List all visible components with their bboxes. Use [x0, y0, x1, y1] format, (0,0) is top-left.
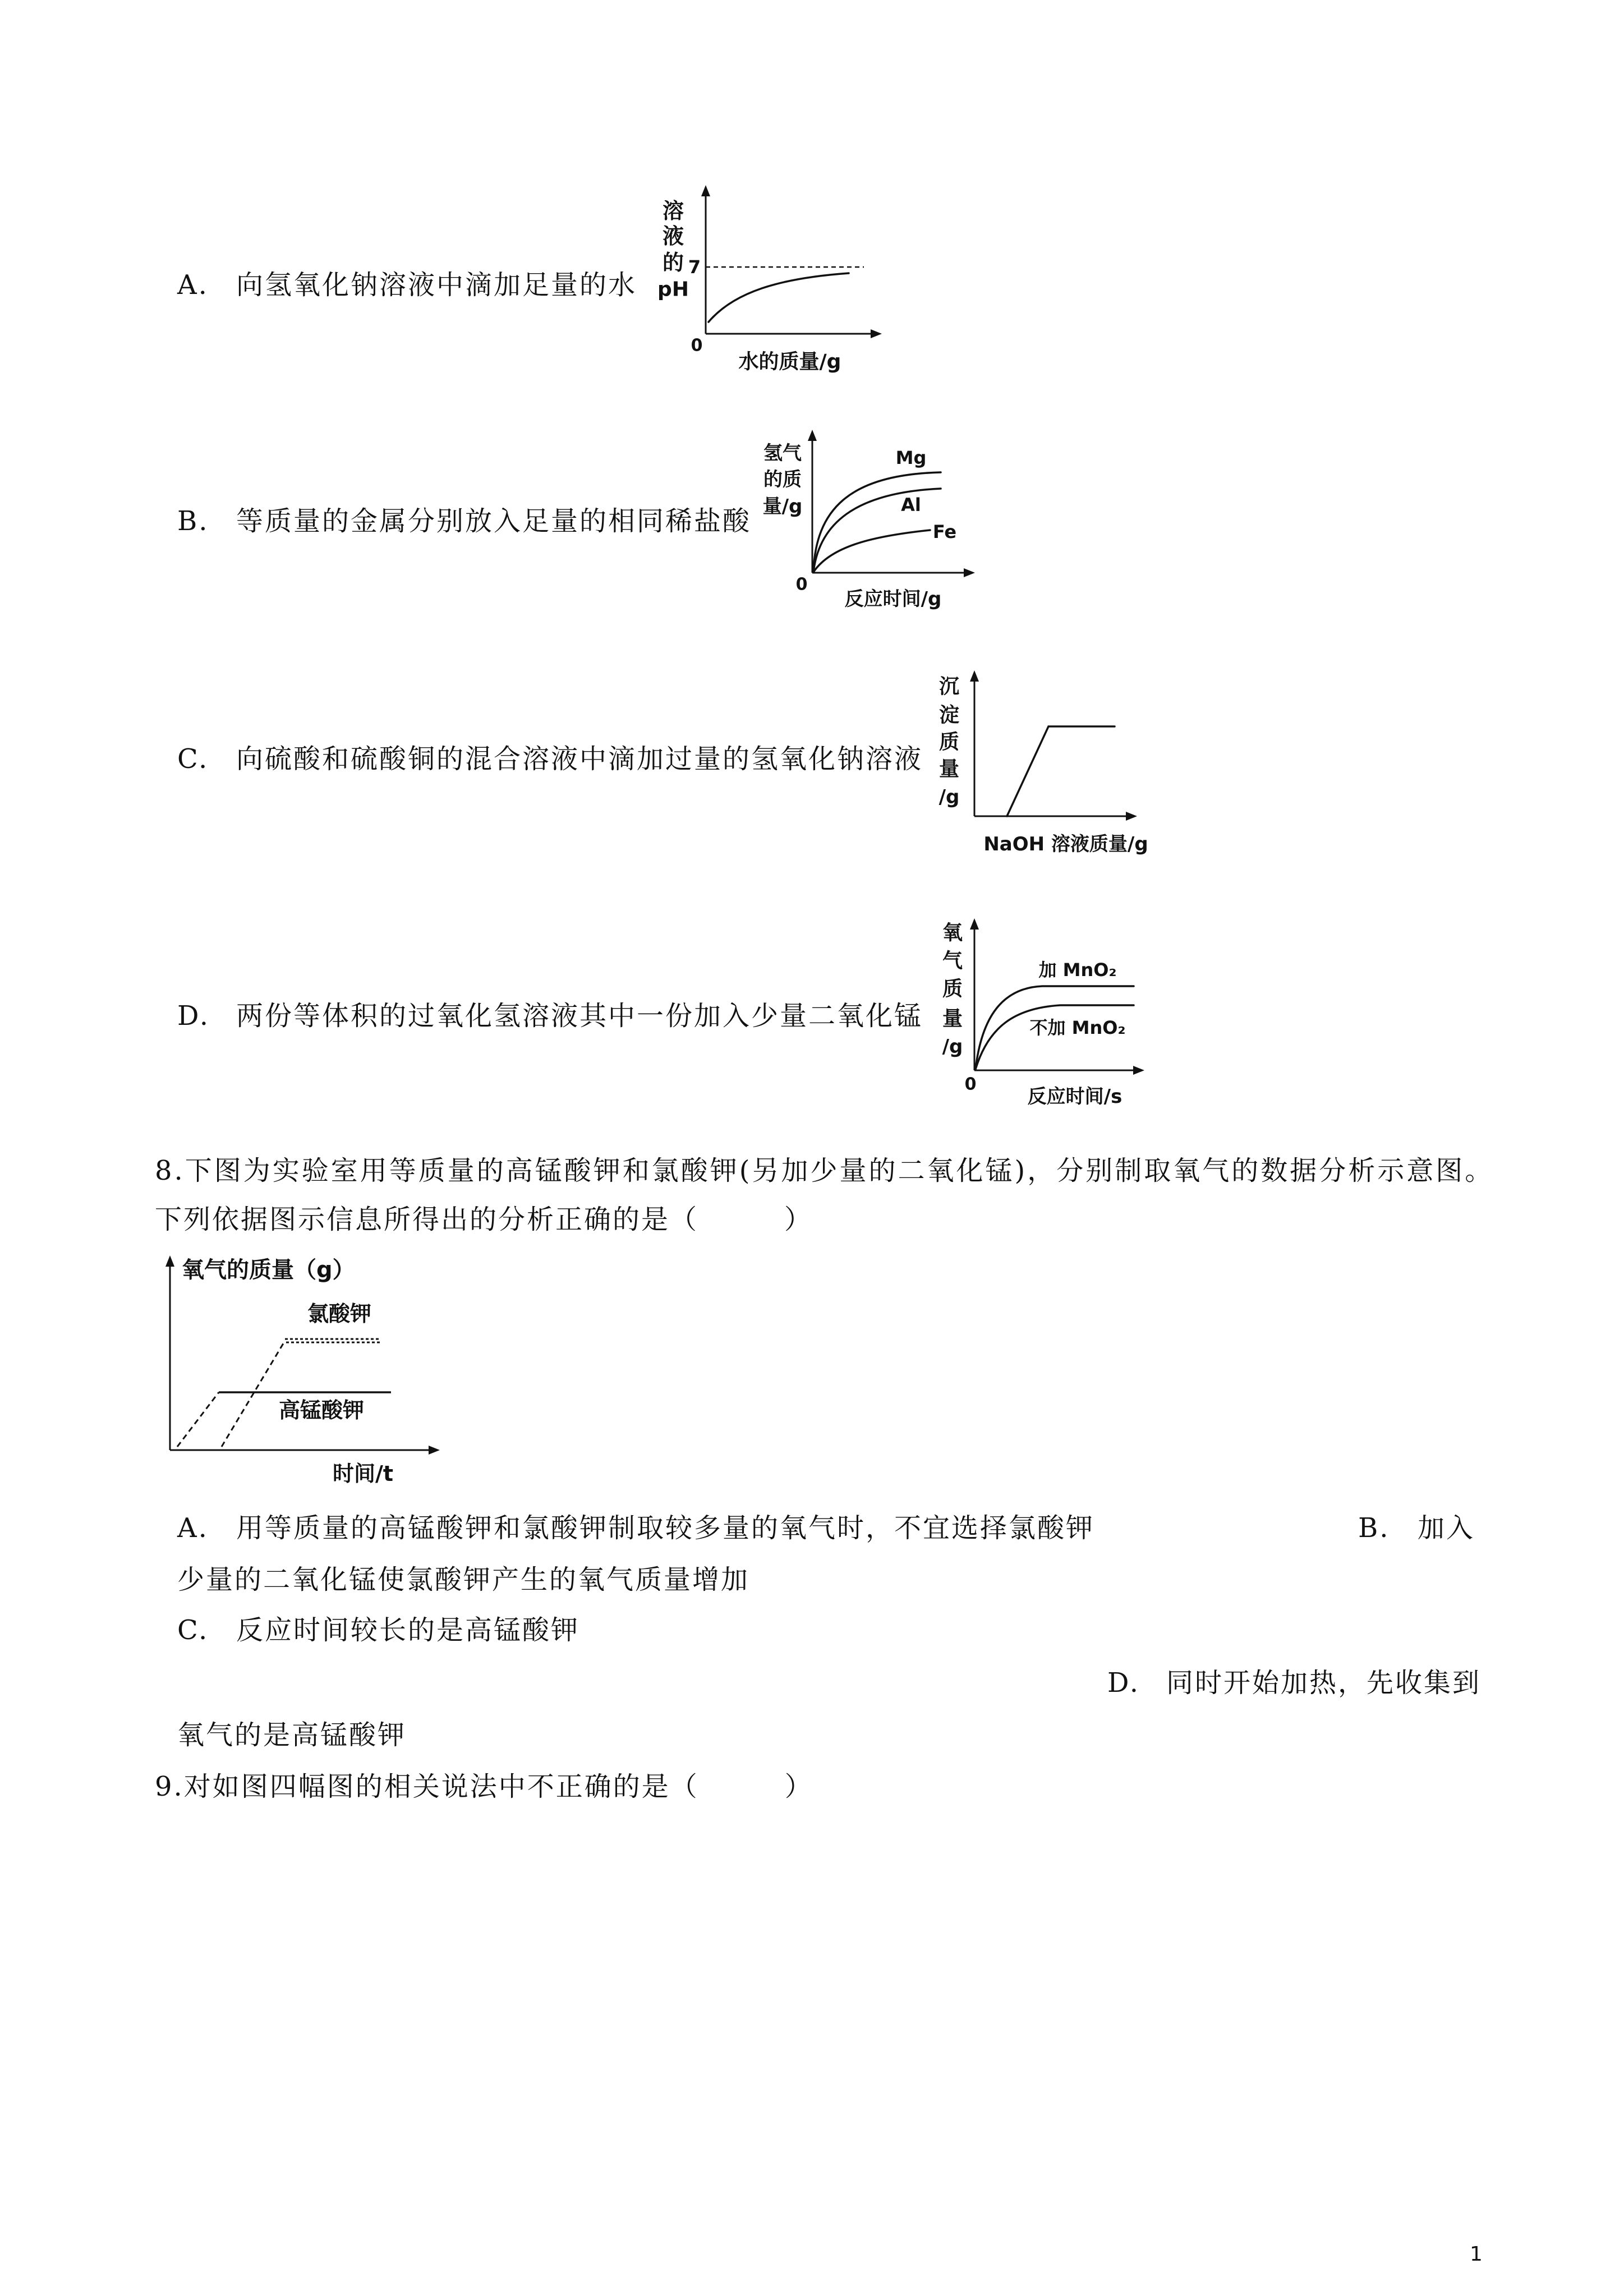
origin-label: 0: [795, 574, 808, 595]
y-label-char: /g: [942, 1036, 963, 1058]
x-axis-arrow: [964, 568, 975, 577]
q7-figure-a-ph-graph: [650, 177, 886, 376]
precipitate-line: [1007, 726, 1115, 816]
question-stem: 8.下图为实验室用等质量的高锰酸钾和氯酸钾(另加少量的二氧化锰)，分别制取氧气的数据分析示意图。: [155, 1155, 1494, 1186]
q7-figure-b-hydrogen-graph: [753, 421, 982, 613]
series-label-with-mno2: 加 MnO₂: [1038, 959, 1117, 981]
option-text: 加入: [1418, 1512, 1475, 1544]
kmno4-rise-dashed: [177, 1392, 219, 1447]
kclo3-rise-dashed: [222, 1341, 285, 1447]
y-axis-arrow: [808, 430, 817, 441]
q7-figure-d-oxygen-graph: [930, 908, 1152, 1115]
q8-option-c: [0, 1613, 1624, 1647]
series-label-fe: Fe: [932, 521, 957, 542]
x-axis-label: 反应时间/s: [1027, 1085, 1122, 1108]
option-label: C.: [177, 743, 209, 775]
series-label-kclo3: 氯酸钾: [307, 1301, 372, 1326]
y-label-char: 量: [938, 757, 960, 781]
y-label-char: 溶: [662, 199, 684, 223]
x-axis-arrow: [1133, 1066, 1144, 1075]
curve-fe: [813, 530, 930, 572]
option-text: 两份等体积的过氧化氢溶液其中一份加入少量二氧化锰: [236, 1000, 923, 1032]
q8-option-d-continuation: [0, 1718, 1624, 1752]
q7-figure-c-precipitate-graph: [930, 661, 1159, 864]
x-axis-label: NaOH 溶液质量/g: [983, 833, 1148, 855]
y-label-line: 量/g: [762, 495, 803, 518]
question-stem: 下列依据图示信息所得出的分析正确的是（ ）: [155, 1204, 813, 1235]
q7-option-c: [0, 742, 1624, 776]
x-axis-arrow: [871, 329, 882, 338]
option-label: B.: [1358, 1512, 1390, 1544]
x-axis-label: 水的质量/g: [738, 350, 841, 374]
y-label-char: 沉: [938, 675, 960, 698]
option-text: 氧气的是高锰酸钾: [177, 1719, 407, 1751]
option-label: A.: [177, 269, 209, 301]
q8-option-d: [0, 1666, 1624, 1700]
y-axis-arrow: [165, 1255, 174, 1267]
x-axis-arrow: [1126, 812, 1137, 821]
option-label: A.: [177, 1512, 209, 1544]
y-label-char: 淀: [938, 703, 960, 727]
q7-option-d: [0, 999, 1624, 1033]
q9-stem: [0, 1770, 1624, 1803]
y-label-char: 质: [942, 977, 963, 1001]
series-label-al: Al: [901, 494, 921, 516]
series-label-without-mno2: 不加 MnO₂: [1029, 1017, 1126, 1038]
option-text: 反应时间较长的是高锰酸钾: [236, 1614, 580, 1646]
question-stem: 9.对如图四幅图的相关说法中不正确的是（ ）: [155, 1771, 813, 1802]
y-label-char: 质: [938, 730, 960, 754]
option-text: 向氢氧化钠溶液中滴加足量的水: [236, 269, 637, 301]
option-text: 少量的二氧化锰使氯酸钾产生的氧气质量增加: [177, 1564, 750, 1595]
page-number: 1: [1470, 2243, 1483, 2266]
q8-figure-oxygen-mass-graph: [148, 1248, 450, 1491]
option-label: D.: [1107, 1667, 1140, 1699]
y-axis-arrow: [970, 918, 979, 930]
option-text: 同时开始加热，先收集到: [1166, 1667, 1482, 1699]
option-label: D.: [177, 1000, 210, 1032]
option-text: 等质量的金属分别放入足量的相同稀盐酸: [236, 505, 752, 537]
y-label-line: 氢气: [763, 442, 802, 464]
y-label-char: 氧: [942, 921, 963, 945]
y-label-char: 量: [942, 1007, 963, 1030]
y-label-line: 的质: [763, 468, 802, 491]
tick-label-7: 7: [688, 256, 701, 278]
origin-label: 0: [964, 1074, 977, 1094]
x-axis-label: 时间/t: [332, 1461, 394, 1486]
option-text: 向硫酸和硫酸铜的混合溶液中滴加过量的氢氧化钠溶液: [236, 743, 923, 775]
y-label-char: pH: [657, 278, 689, 301]
y-label-char: /g: [938, 786, 960, 808]
q8-stem-line1: [0, 1154, 1624, 1188]
x-axis-label: 反应时间/g: [844, 588, 942, 610]
y-label-char: 的: [662, 250, 684, 275]
y-axis-arrow: [701, 185, 710, 196]
curve-mg: [813, 472, 941, 572]
series-label-mg: Mg: [895, 447, 927, 468]
y-axis-arrow: [970, 670, 979, 682]
ph-curve: [709, 273, 849, 322]
y-axis-label: 氧气的质量（g）: [182, 1257, 355, 1283]
option-text: 用等质量的高锰酸钾和氯酸钾制取较多量的氧气时，不宜选择氯酸钾: [236, 1512, 1095, 1544]
series-label-kmno4: 高锰酸钾: [278, 1398, 365, 1423]
option-label: C.: [177, 1614, 209, 1646]
q8-option-a-b-row: [0, 1511, 1624, 1545]
q8-stem-line2: [0, 1203, 1624, 1236]
q8-option-b-continuation: [0, 1563, 1624, 1596]
x-axis-arrow: [429, 1446, 440, 1455]
option-label: B.: [177, 505, 209, 537]
y-label-char: 气: [942, 949, 963, 973]
origin-label: 0: [691, 335, 703, 356]
y-label-char: 液: [662, 224, 684, 249]
